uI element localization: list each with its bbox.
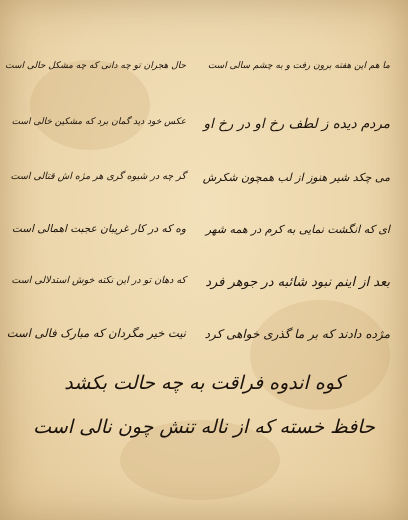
couplet-3-second-hemistich: گر چه در شیوه گری هر مژه اش قتالی است: [10, 171, 186, 182]
couplet-4-first-hemistich: ای که انگشت نمایی به کرم در همه شهر: [205, 223, 390, 236]
paper-stain: [30, 60, 150, 150]
couplet-5-second-hemistich: که دهان تو در این نکته خوش استدلالی است: [11, 275, 186, 286]
couplet-1-first-hemistich: ما هم این هفته برون رفت و به چشم سالی است: [207, 61, 390, 71]
couplet-5-first-hemistich: بعد از اینم نبود شائبه در جوهر فرد: [205, 275, 390, 290]
couplet-1-second-hemistich: حال هجران تو چه دانی که چه مشکل حالی است: [5, 61, 186, 71]
couplet-6-second-hemistich: نیت خیر مگردان که مبارک فالی است: [6, 326, 186, 340]
final-couplet-second-hemistich: حافظ خسته که از ناله تنش چون نالی است: [33, 416, 375, 438]
couplet-2-first-hemistich: مردم دیده ز لطف رخ او در رخ او: [203, 116, 390, 132]
final-couplet-first-hemistich: کوه اندوه فراقت به چه حالت بکشد: [64, 372, 344, 394]
couplet-2-second-hemistich: عکس خود دید گمان برد که مشکین خالی است: [11, 117, 186, 127]
couplet-6-first-hemistich: مژده دادند که بر ما گذری خواهی کرد: [204, 327, 390, 341]
couplet-3-first-hemistich: می چکد شیر هنوز از لب همچون شکرش: [202, 171, 390, 184]
couplet-4-second-hemistich: وه که در کار غریبان عجبت اهمالی است: [11, 223, 186, 235]
